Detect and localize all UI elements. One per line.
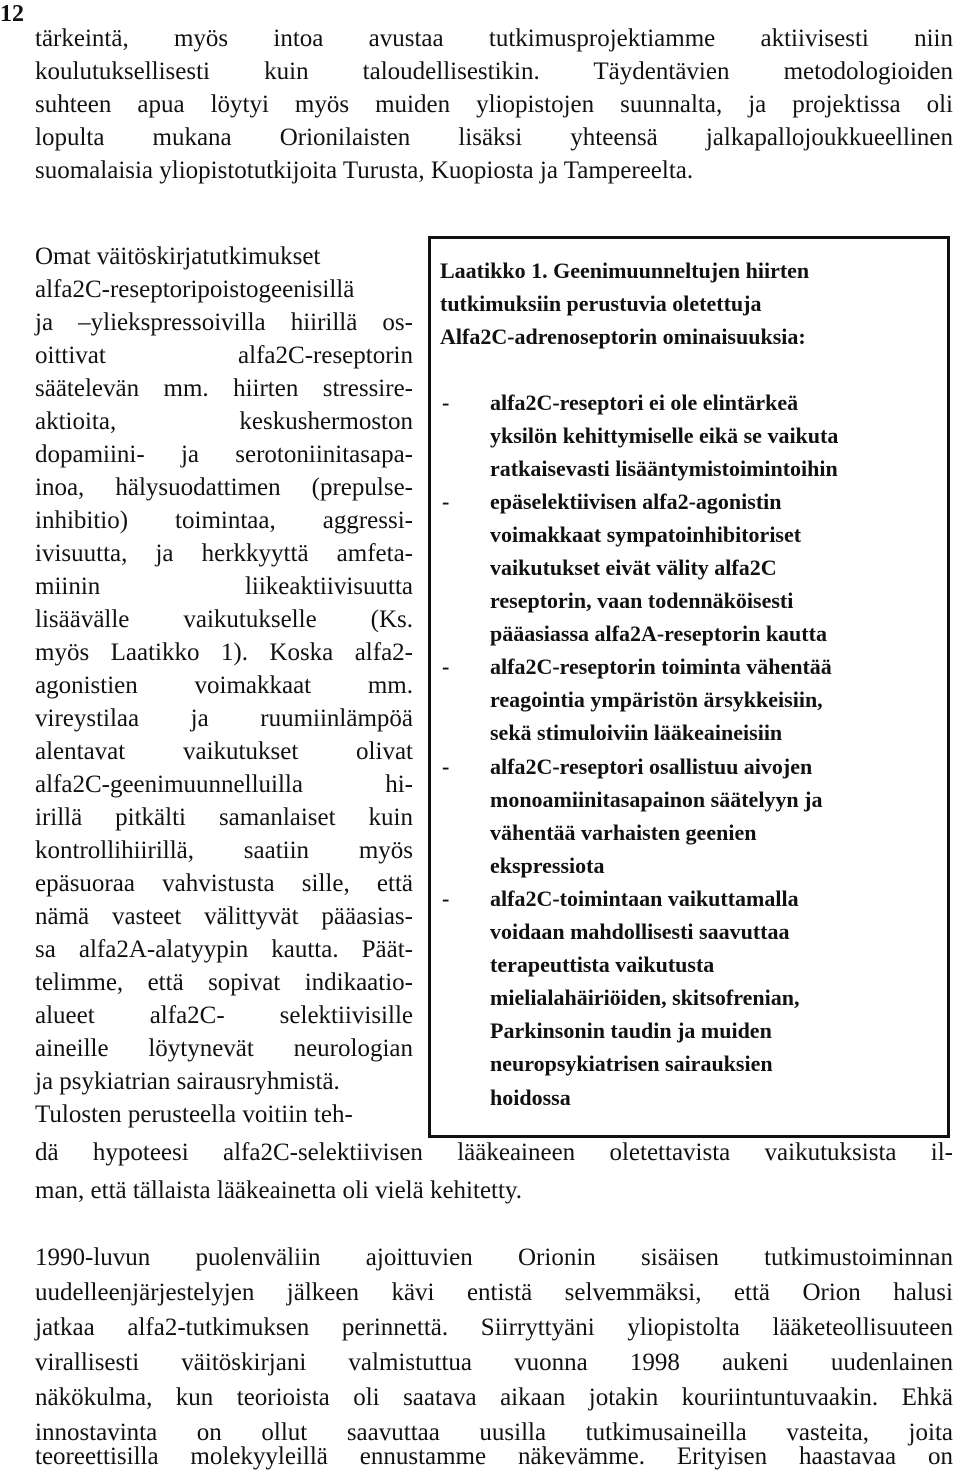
column-line: Omat väitöskirjatutkimukset — [35, 243, 321, 270]
list-item-line: reagointia ympäristön ärsykkeisiin, — [490, 687, 823, 712]
box-title-line: tutkimuksiin perustuvia oletettuja — [440, 291, 762, 316]
list-item-line: voidaan mahdollisesti saavuttaa — [490, 919, 790, 944]
column-line: lisäävälle vaikutukselle (Ks. — [35, 606, 413, 633]
column-line: säätelevän mm. hiirten stressire- — [35, 375, 413, 402]
column-line: alfa2C-reseptoripoistogeenisillä — [35, 276, 355, 303]
column-line: miinin liikeaktiivisuutta — [35, 573, 413, 600]
list-bullet: - — [442, 489, 450, 514]
list-item-line: sekä stimuloiviin lääkeaineisiin — [490, 720, 783, 745]
box-title-line: Alfa2C-adrenoseptorin ominaisuuksia: — [440, 324, 806, 349]
list-item-line: voimakkaat sympatoinhibitoriset — [490, 522, 802, 547]
box-title-line: Laatikko 1. Geenimuunneltujen hiirten — [440, 258, 810, 283]
continuation-line: dä hypoteesi alfa2C-selektiivisen lääkeaineen oletettavista vaikutuksista il- — [35, 1139, 953, 1166]
column-line: aktioita, keskushermoston — [35, 408, 413, 435]
column-line: vireystilaa ja ruumiinlämpöä — [35, 705, 413, 732]
list-item-line: vaikutukset eivät välity alfa2C — [490, 555, 777, 580]
column-line: oittivat alfa2C-reseptorin — [35, 342, 413, 369]
list-item-line: alfa2C-toimintaan vaikuttamalla — [490, 886, 799, 911]
column-line: alfa2C-geenimuunnelluilla hi- — [35, 771, 413, 798]
closing-line: näkökulma, kun teorioista oli saatava aikaan jotakin kouriintuntuvaakin. Ehkä — [35, 1384, 953, 1411]
column-line: alueet alfa2C- selektiivisille — [35, 1002, 413, 1029]
list-item-line: yksilön kehittymiselle eikä se vaikuta — [490, 423, 839, 448]
intro-line: lopulta mukana Orionilaisten lisäksi yhteensä jalkapallojoukkueellinen — [35, 124, 953, 151]
list-bullet: - — [442, 654, 450, 679]
closing-line: teoreettisilla molekyyleillä ennustamme näkevämme. Erityisen haastavaa on — [35, 1443, 953, 1470]
column-line: irillä pitkälti samanlaiset kuin — [35, 804, 413, 831]
list-item-line: mielialahäiriöiden, skitsofrenian, — [490, 985, 800, 1010]
intro-line: tärkeintä, myös intoa avustaa tutkimusprojektiamme aktiivisesti niin — [35, 25, 953, 52]
column-line: nämä vasteet välittyvät pääasias- — [35, 903, 413, 930]
list-item-line: Parkinsonin taudin ja muiden — [490, 1018, 772, 1043]
list-item-line: alfa2C-reseptorin toiminta vähentää — [490, 654, 832, 679]
list-item-line: ratkaisevasti lisääntymistoimintoihin — [490, 456, 838, 481]
intro-line: suhteen apua löytyi myös muiden yliopistojen suunnalta, ja projektissa oli — [35, 91, 953, 118]
column-line: epäsuoraa vahvistusta sille, että — [35, 870, 413, 897]
list-item-line: terapeuttista vaikutusta — [490, 952, 715, 977]
column-line: alentavat vaikutukset olivat — [35, 738, 413, 765]
list-item-line: epäselektiivisen alfa2-agonistin — [490, 489, 782, 514]
intro-line: koulutuksellisesti kuin taloudellisestikin. Täydentävien metodologioiden — [35, 58, 953, 85]
list-item-line: hoidossa — [490, 1085, 571, 1110]
list-item-line: neuropsykiatrisen sairauksien — [490, 1051, 773, 1076]
list-item-line: monoamiinitasapainon säätelyyn ja — [490, 787, 823, 812]
closing-line: virallisesti väitöskirjani valmistuttua vuonna 1998 aukeni uudenlainen — [35, 1349, 953, 1376]
column-line: kontrollihiirillä, saatiin myös — [35, 837, 413, 864]
column-line: ja –yliekspressoivilla hiirillä os- — [35, 309, 413, 336]
list-item-line: alfa2C-reseptori osallistuu aivojen — [490, 754, 813, 779]
list-bullet: - — [442, 754, 450, 779]
column-line: aineille löytynevät neurologian — [35, 1035, 413, 1062]
column-line: sa alfa2A-alatyypin kautta. Päät- — [35, 936, 413, 963]
column-line: dopamiini- ja serotoniinitasapa- — [35, 441, 413, 468]
list-bullet: - — [442, 390, 450, 415]
column-line: myös Laatikko 1). Koska alfa2- — [35, 639, 413, 666]
closing-line: uudelleenjärjestelyjen jälkeen kävi entistä selvemmäksi, että Orion halusi — [35, 1279, 953, 1306]
page-number: 12 — [0, 1, 24, 27]
column-line: agonistien voimakkaat mm. — [35, 672, 413, 699]
closing-line: 1990-luvun puolenväliin ajoittuvien Orionin sisäisen tutkimustoiminnan — [35, 1244, 953, 1271]
column-line: Tulosten perusteella voitiin teh- — [35, 1101, 353, 1128]
list-bullet: - — [442, 886, 450, 911]
column-line: telimme, että sopivat indikaatio- — [35, 969, 413, 996]
list-item-line: vähentää varhaisten geenien — [490, 820, 757, 845]
list-item-line: alfa2C-reseptori ei ole elintärkeä — [490, 390, 799, 415]
column-line: ja psykiatrian sairausryhmistä. — [35, 1068, 340, 1095]
column-line: inhibitio) toimintaa, aggressi- — [35, 507, 413, 534]
continuation-line: man, että tällaista lääkeainetta oli vielä kehitetty. — [35, 1177, 523, 1204]
list-item-line: reseptorin, vaan todennäköisesti — [490, 588, 794, 613]
intro-line: suomalaisia yliopistotutkijoita Turusta, Kuopiosta ja Tampereelta. — [35, 157, 694, 184]
closing-line: jatkaa alfa2-tutkimuksen perinnettä. Siirryttyäni yliopistolta lääketeollisuuteen — [35, 1314, 953, 1341]
closing-line: innostavinta on ollut saavuttaa uusilla tutkimusaineilla vasteita, joita — [35, 1419, 953, 1446]
list-item-line: ekspressiota — [490, 853, 605, 878]
column-line: ivisuutta, ja herkkyyttä amfeta- — [35, 540, 413, 567]
column-line: inoa, hälysuodattimen (prepulse- — [35, 474, 413, 501]
list-item-line: pääasiassa alfa2A-reseptorin kautta — [490, 621, 827, 646]
